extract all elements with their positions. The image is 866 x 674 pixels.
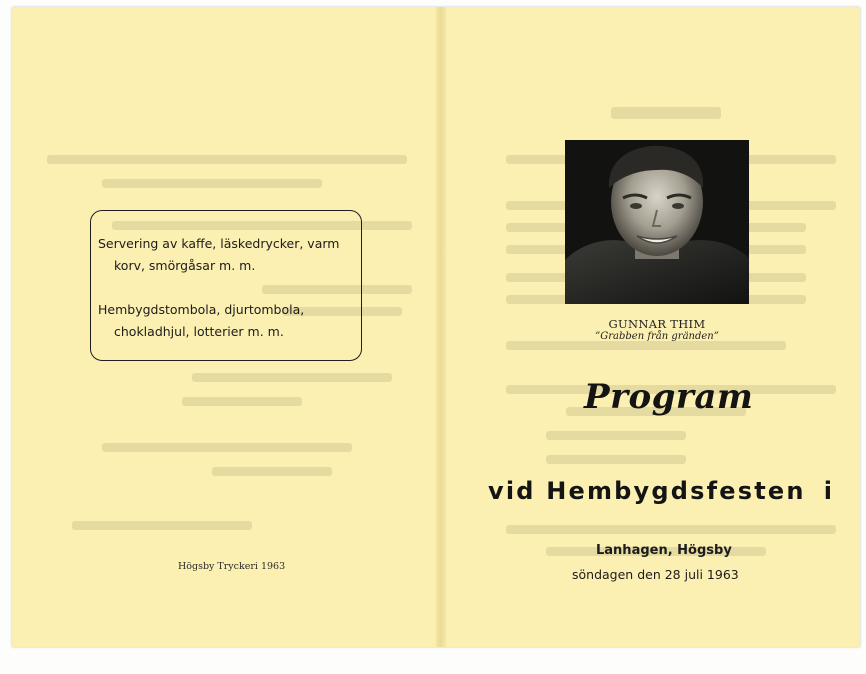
event-date: söndagen den 28 juli 1963 bbox=[572, 567, 739, 582]
photo-caption-name: GUNNAR THIM bbox=[608, 317, 706, 331]
games-paragraph bbox=[98, 299, 360, 343]
portrait-photo bbox=[565, 140, 749, 304]
services-info-box bbox=[90, 210, 362, 361]
event-heading-trailing: i bbox=[823, 477, 835, 505]
refreshments-line-2: korv, smörgåsar m. m. bbox=[114, 258, 256, 273]
event-location: Lanhagen, Högsby bbox=[596, 543, 732, 558]
photo-caption-nickname: ”Grabben från gränden” bbox=[595, 331, 719, 342]
program-leaflet bbox=[12, 7, 860, 647]
event-heading bbox=[488, 477, 834, 505]
right-panel bbox=[446, 7, 860, 647]
games-line-1: Hembygdstombola, djurtombola, bbox=[98, 302, 305, 317]
printer-credit: Högsby Tryckeri 1963 bbox=[178, 561, 286, 572]
center-fold bbox=[436, 7, 446, 647]
event-heading-text: vid Hembygdsfesten bbox=[488, 477, 806, 505]
games-line-2: chokladhjul, lotterier m. m. bbox=[114, 324, 284, 339]
left-panel bbox=[12, 7, 436, 647]
portrait-illustration bbox=[565, 140, 749, 304]
program-title: Program bbox=[584, 377, 754, 417]
refreshments-line-1: Servering av kaffe, läskedrycker, varm bbox=[98, 236, 340, 251]
refreshments-paragraph bbox=[98, 233, 360, 277]
